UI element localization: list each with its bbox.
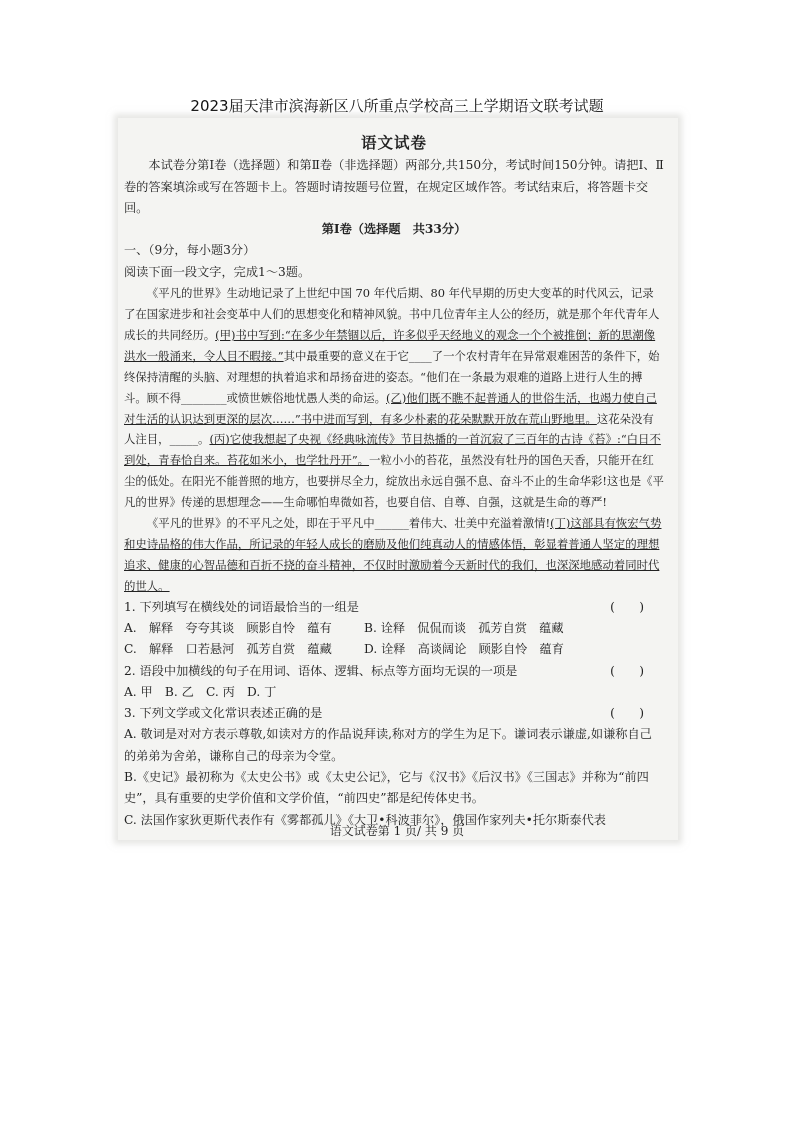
- question-2: [124, 661, 664, 682]
- question-stem: 2. 语段中加横线的句子在用词、语体、逻辑、标点等方面均无误的一项是: [124, 663, 518, 678]
- document-title: 2023届天津市滨海新区八所重点学校高三上学期语文联考试题: [190, 97, 604, 115]
- section-title: 第Ⅰ卷（选择题 共33分）: [321, 222, 467, 237]
- exam-content: [124, 132, 664, 831]
- underlined-sentence-yi: (乙)他们既不瞧不起普通人的世俗生活，也竭力使自己对生活的认识达到更深的层次……”书中进而写到，有多少朴素的花朵默默开放在荒山野地里。: [124, 390, 657, 426]
- underlined-sentence-jia: (甲)书中写到:“在多少年禁锢以后，许多似乎天经地义的观念一个个被推倒；新的思潮像洪水一般涌来，令人目不暇接。”: [124, 327, 656, 363]
- page-footer: 语文试卷第 1 页/ 共 9 页: [329, 824, 465, 838]
- answer-blank: ( ): [610, 663, 644, 678]
- question-3-option-b: B.《史记》最初称为《太史公书》或《太史公记》，它与《汉书》《后汉书》《三国志》并称为“前四史”，具有重要的史学价值和文学价值，“前四史”都是纪传体史书。: [124, 770, 649, 806]
- answer-blank: ( ): [610, 706, 644, 721]
- passage-paragraph-1: [124, 283, 664, 513]
- underlined-sentence-ding: (丁)这部具有恢宏气势和史诗品格的伟大作品，所记录的年轻人成长的磨励及他们纯真动人的情感体悟，彰显着普通人坚定的理想追求、健康的心智品德和百折不挠的奋斗精神，不仅时时激励着今天新时代的我们，也深深地感动着同时代的世人。: [124, 516, 662, 593]
- part-heading: 一、（9分，每小题3分）: [124, 243, 256, 258]
- question-2-options: A. 甲 B. 乙 C. 丙 D. 丁: [124, 684, 277, 699]
- passage-text: 这花朵没有人注目，_____。: [124, 411, 654, 447]
- question-3-option-c: C. 法国作家狄更斯代表作有《雾都孤儿》《大卫•科波菲尔》，俄国作家列夫•托尔斯泰代表: [124, 812, 606, 827]
- answer-blank: ( ): [610, 599, 644, 614]
- passage-text: 其中最重要的意义在于它____了一个农村青年在异常艰难困苦的条件下，始终保持清醒的头脑、对理想的执着追求和昂扬奋进的姿态。“他们在一条最为艰难的道路上进行人生的搏斗。顾不得________或愤世嫉俗地忧愚人类的命运。: [124, 348, 660, 405]
- passage-text: 一粒小小的苔花，虽然没有牡丹的国色天香，只能开在红尘的低处。在阳光不能普照的地方，也要拼尽全力，绽放出永远自强不息、奋斗不止的生命华彩!这也是《平凡的世界》传递的思想理念——生命哪怕卑微如苔，也要自信、自尊、自强，这就是生命的尊严!: [124, 453, 664, 510]
- question-1-options-row-2: [124, 639, 664, 660]
- question-1-options-row-1: [124, 618, 664, 639]
- question-1: [124, 597, 664, 618]
- underlined-sentence-bing: (丙)它使我想起了央视《经典咏流传》节目热播的一首沉寂了三百年的古诗《苔》:“白日不到处，青春恰自来。苔花如米小，也学牡丹开”。: [124, 432, 661, 468]
- passage-text: 《平凡的世界》生动地记录了上世纪中国 70 年代后期、80 年代早期的历史大变革的时代风云，记录了在国家进步和社会变革中人们的思想变化和精神风貌。书中几位青年主人公的经历，就是那个年代青年人成长的共同经历。: [124, 286, 660, 342]
- option-d: D. 诠释 高谈阔论 顾影自怜 蕴育: [364, 642, 564, 657]
- question-3: [124, 703, 664, 724]
- reading-prompt: 阅读下面一段文字，完成1～3题。: [124, 264, 311, 279]
- passage-text: 《平凡的世界》的不平凡之处，即在于平凡中______着伟大、壮美中充溢着激情!: [146, 516, 551, 531]
- option-a: A. 解释 夸夸其谈 顾影自怜 蕴有: [124, 620, 332, 635]
- question-stem: 1. 下列填写在横线处的词语最恰当的一组是: [124, 599, 359, 614]
- option-b: B. 诠释 侃侃而谈 孤芳自赏 蕴藏: [364, 620, 564, 635]
- question-3-option-a: A. 敬词是对对方表示尊敬,如读对方的作品说拜读,称对方的学生为足下。谦词表示谦虚,如谦称自己的弟弟为舍弟，谦称自己的母亲为令堂。: [124, 727, 652, 763]
- paper-title: 语文试卷: [360, 133, 427, 152]
- passage-paragraph-2: [124, 513, 664, 597]
- instructions: 本试卷分第Ⅰ卷（选择题）和第Ⅱ卷（非选择题）两部分,共150分，考试时间150分钟。请把Ⅰ、Ⅱ卷的答案填涂或写在答题卡上。答题时请按题号位置，在规定区域作答。考试结束后，将答题卡交回。: [124, 158, 664, 215]
- option-c: C. 解释 口若悬河 孤芳自赏 蕴藏: [124, 642, 332, 657]
- question-stem: 3. 下列文学或文化常识表述正确的是: [124, 706, 323, 721]
